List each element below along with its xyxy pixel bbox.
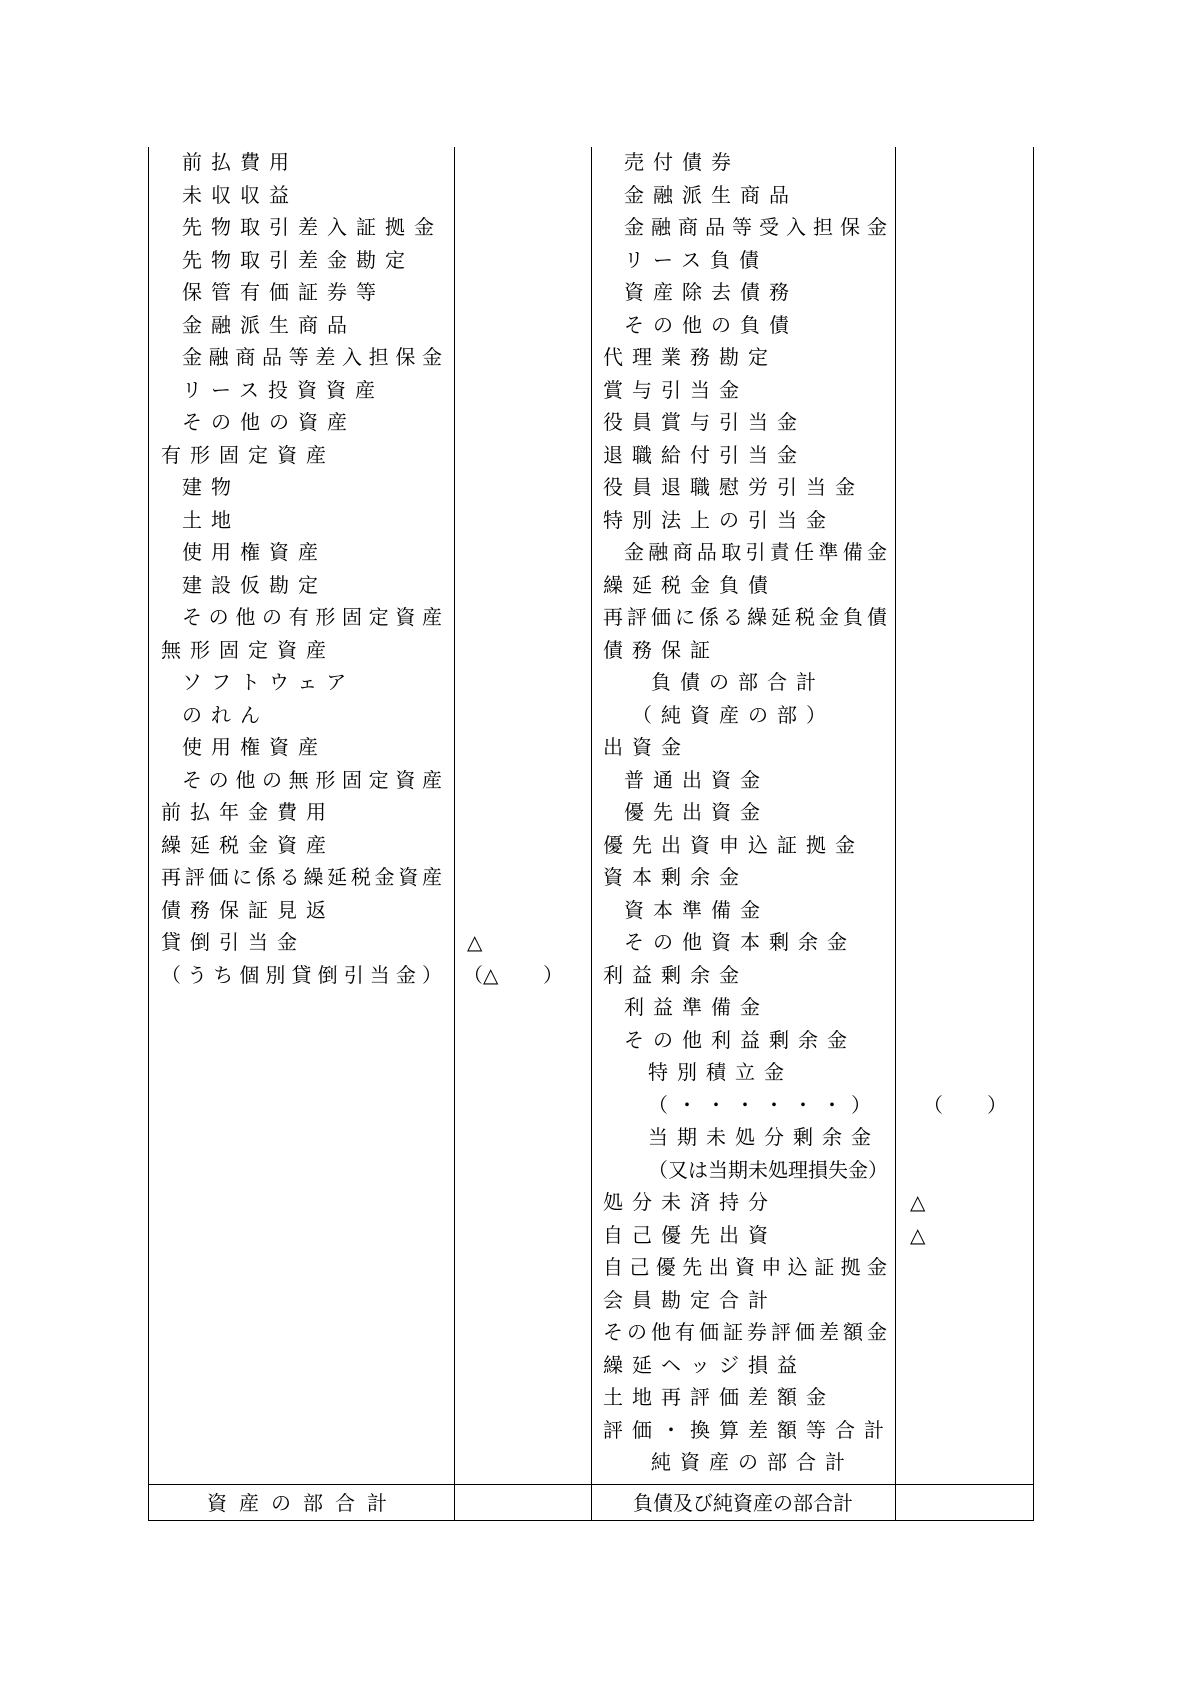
asset-item-label: 先物取引差入証拠金 [182, 215, 443, 239]
liab-item-label: 資本剰余金 [603, 865, 748, 889]
liabilities-equity-total-label: 負債及び純資産の部合計 [633, 1491, 853, 1515]
liab-item-label: リース負債 [624, 247, 768, 272]
liab-item-label: 自己優先出資 [603, 1222, 777, 1247]
liab-item-label: 売付債券 [624, 150, 740, 174]
liab-item-label: その他の負債 [624, 312, 798, 337]
liab-item-value: （ ） [923, 1092, 1007, 1117]
liab-item-label: 会員勘定合計 [603, 1287, 777, 1312]
liab-item-label: （・・・・・・） [648, 1092, 880, 1117]
liab-item-value: △ [910, 1222, 926, 1247]
liab-item-label: 特別法上の引当金 [603, 507, 835, 532]
liab-item-label: 負債の部合計 [651, 670, 825, 694]
asset-item-label: 未収収益 [182, 182, 298, 207]
asset-item-label: のれん [182, 702, 269, 727]
asset-item-label: リース投資資産 [182, 377, 384, 402]
liab-item-label: 出資金 [603, 735, 690, 759]
asset-item-value: △ [467, 930, 483, 954]
liab-item-label: （純資産の部） [632, 702, 835, 727]
liab-item-label: 自己優先出資申込証拠金 [603, 1255, 894, 1279]
asset-item-label: 金融商品等差入担保金 [182, 345, 449, 369]
asset-item-label: その他の資産 [182, 410, 356, 434]
asset-item-label: 繰延税金資産 [161, 832, 335, 857]
column-divider [895, 147, 896, 1520]
asset-item-label: その他の有形固定資産 [182, 605, 449, 629]
column-divider [591, 147, 592, 1520]
liab-item-value: △ [910, 1190, 926, 1214]
liab-item-label: 利益剰余金 [603, 962, 748, 987]
asset-item-label: 貸倒引当金 [161, 930, 306, 954]
liab-item-label: 再評価に係る繰延税金負債 [603, 605, 891, 629]
liab-item-label: 優先出資金 [624, 800, 769, 824]
asset-item-label: 再評価に係る繰延税金資産 [161, 865, 446, 889]
asset-item-label: 前払年金費用 [161, 800, 335, 824]
liab-item-label: 処分未済持分 [603, 1190, 777, 1214]
asset-item-label: 使用権資産 [182, 735, 327, 759]
asset-item-label: 建設仮勘定 [182, 572, 327, 597]
liab-item-label: その他資本剰余金 [624, 930, 856, 954]
liab-item-label: その他利益剰余金 [624, 1027, 856, 1052]
liab-item-label: 純資産の部合計 [651, 1450, 854, 1474]
balance-sheet-table [148, 147, 1034, 1521]
liab-item-label: 特別積立金 [648, 1060, 793, 1084]
asset-item-label: 使用権資産 [182, 540, 327, 564]
liab-item-label: 役員退職慰労引当金 [603, 475, 864, 499]
asset-item-label: 保管有価証券等 [182, 280, 385, 304]
liab-item-label: 資産除去債務 [624, 280, 798, 304]
liab-item-label: 評価・換算差額等合計 [603, 1417, 893, 1442]
liab-item-label: 役員賞与引当金 [603, 410, 806, 434]
asset-item-label: 有形固定資産 [161, 442, 335, 467]
asset-item-label: 債務保証見返 [161, 897, 335, 922]
liab-item-label: 普通出資金 [624, 767, 769, 792]
liab-item-label: （又は当期未処理損失金） [648, 1157, 888, 1182]
liab-item-label: 代理業務勘定 [603, 345, 777, 369]
liab-item-label: 繰延税金負債 [603, 572, 777, 597]
liab-item-label: 賞与引当金 [603, 377, 748, 402]
liab-item-label: 繰延ヘッジ損益 [603, 1352, 806, 1377]
asset-item-label: 建物 [182, 475, 240, 499]
asset-item-value: （△ ） [463, 962, 563, 987]
liab-item-label: 債務保証 [603, 637, 719, 662]
asset-item-label: ソフトウェア [182, 670, 356, 694]
asset-item-label: 土地 [182, 507, 240, 532]
liab-item-label: 金融商品取引責任準備金 [624, 540, 892, 564]
assets-total-label: 資 産 の 部 合 計 [207, 1491, 387, 1515]
liab-item-label: 当期未処分剰余金 [648, 1125, 880, 1149]
total-row-divider [149, 1484, 1033, 1485]
asset-item-label: 無形固定資産 [161, 637, 335, 662]
liab-item-label: その他有価証券評価差額金 [603, 1320, 891, 1344]
liab-item-label: 資本準備金 [624, 897, 769, 922]
liab-item-label: 利益準備金 [624, 995, 769, 1019]
asset-item-label: 先物取引差金勘定 [182, 247, 414, 272]
liab-item-label: 優先出資申込証拠金 [603, 832, 864, 857]
column-divider [454, 147, 455, 1520]
asset-item-label: その他の無形固定資産 [182, 767, 449, 792]
asset-item-label: 前払費用 [182, 150, 298, 174]
asset-item-label: 金融派生商品 [182, 312, 356, 337]
liab-item-label: 土地再評価差額金 [603, 1385, 835, 1409]
liab-item-label: 金融商品等受入担保金 [624, 215, 894, 239]
liab-item-label: 退職給付引当金 [603, 442, 806, 467]
asset-item-label: （うち個別貸倒引当金） [161, 962, 449, 987]
liab-item-label: 金融派生商品 [624, 182, 798, 207]
